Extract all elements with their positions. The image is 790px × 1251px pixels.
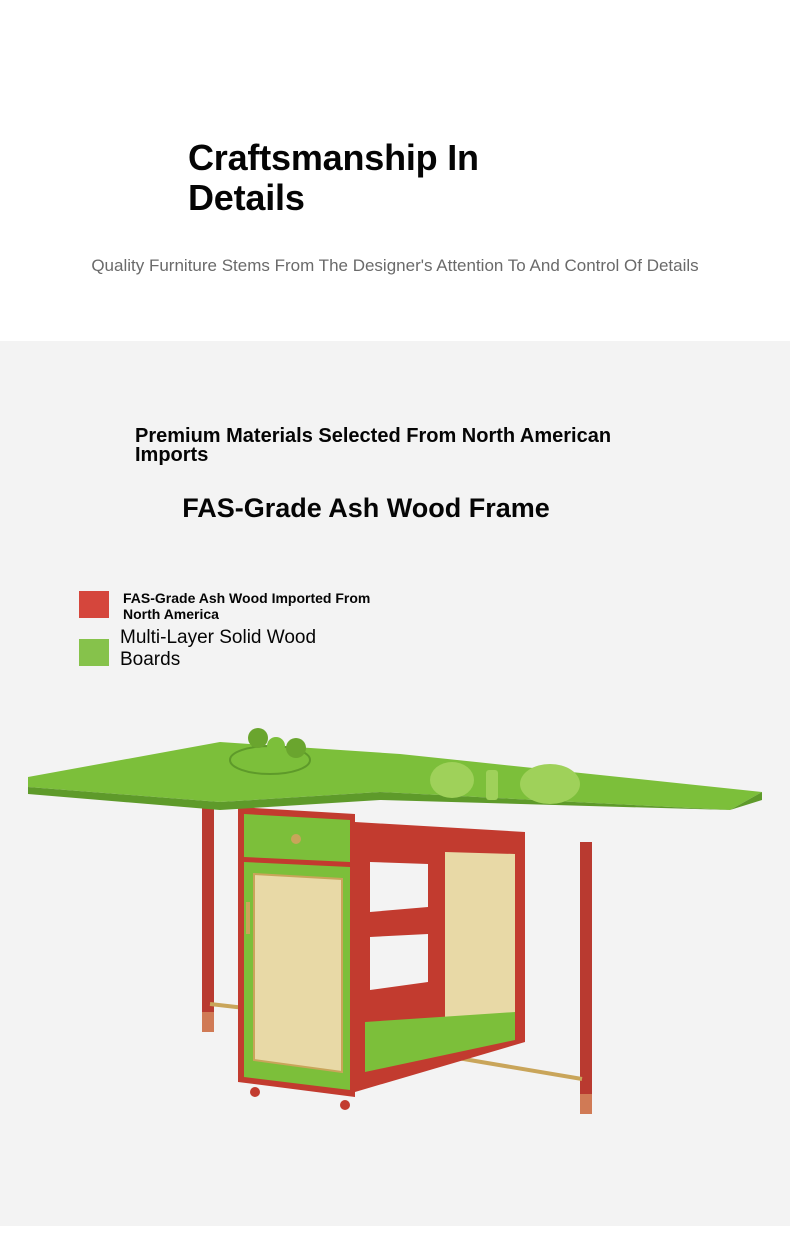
materials-heading: Premium Materials Selected From North American Imports [135,425,612,466]
page-subtitle: Quality Furniture Stems From The Designer's Attention To And Control Of Details [91,256,699,275]
bottom-strip [0,1226,790,1251]
fruit [286,738,306,758]
fruit [267,737,285,755]
caster-wheel [250,1087,260,1097]
table-leg [202,802,214,1032]
rattan-door-panel [254,874,342,1072]
kettle [520,764,580,804]
drawer-knob [291,834,301,844]
shelf-opening [370,934,428,990]
folding-dining-table-illustration [20,722,770,1122]
header-section [0,0,790,341]
table-leg [580,842,592,1112]
leg-foot [580,1094,592,1114]
bottle [486,770,498,800]
fruit [248,728,268,748]
legend-label-ash-wood: FAS-Grade Ash Wood Imported From North America [123,590,371,622]
legend-swatch-red [79,591,109,618]
leg-foot [202,1012,214,1032]
frame-title: FAS-Grade Ash Wood Frame [182,493,550,523]
legend-swatch-green [79,639,109,666]
shelf-opening [370,862,428,912]
rattan-panel [445,852,515,1040]
page-title: Craftsmanship In Details [188,137,479,218]
caster-wheel [340,1100,350,1110]
door-handle [246,902,250,934]
teapot [430,762,474,798]
legend-label-wood-boards: Multi-Layer Solid Wood Boards [120,627,317,670]
